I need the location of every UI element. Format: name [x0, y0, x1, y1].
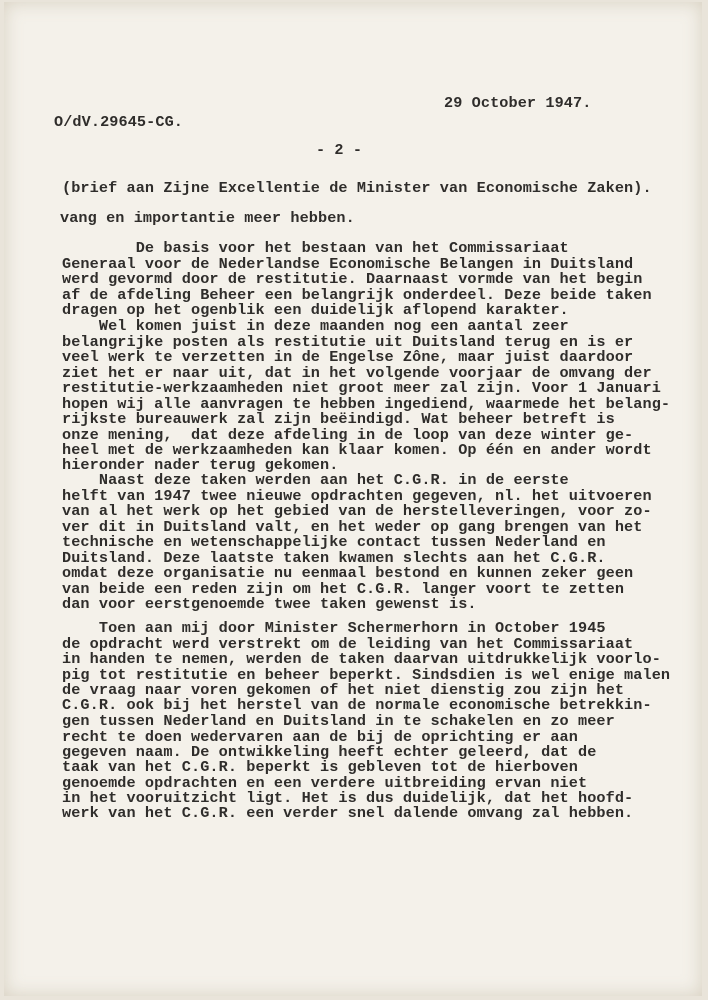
body-line: in het vooruitzicht ligt. Het is dus duidelijk, dat het hoofd- — [62, 789, 634, 807]
body-line: in handen te nemen, werden de taken daarvan uitdrukkelijk voorlo- — [62, 650, 661, 668]
body-line: af de afdeling Beheer een belangrijk onderdeel. Deze beide taken — [62, 286, 652, 304]
body-line: recht te doen wedervaren aan de bij de oprichting er aan — [62, 728, 578, 746]
body-line: omdat deze organisatie nu eenmaal bestond en kunnen zeker geen — [62, 564, 634, 582]
body-line: heel met de werkzaamheden kan klaar komen. Op één en ander wordt — [62, 441, 652, 459]
body-line: gen tussen Nederland en Duitsland in te schakelen en zo meer — [62, 712, 615, 730]
body-line: dragen op het ogenblik een duidelijk aflopend karakter. — [62, 301, 569, 319]
body-line: veel werk te verzetten in de Engelse Zône, maar juist daardoor — [62, 348, 634, 366]
letter-date: 29 October 1947. — [444, 94, 592, 112]
body-line: belangrijke posten als restitutie uit Duitsland terug en is er — [62, 333, 634, 351]
body-line: gegeven naam. De ontwikkeling heeft echter geleerd, dat de — [62, 743, 597, 761]
body-line: ver dit in Duitsland valt, en het weder op gang brengen van het — [62, 518, 643, 536]
body-line: taak van het C.G.R. beperkt is gebleven tot de hierboven — [62, 758, 578, 776]
body-line: dan voor eerstgenoemde twee taken gewenst is. — [62, 595, 477, 613]
body-line: rijkste bureauwerk zal zijn beëindigd. Wat beheer betreft is — [62, 410, 615, 428]
body-line: de opdracht werd verstrekt om de leiding van het Commissariaat — [62, 635, 634, 653]
page-number: - 2 - — [316, 141, 363, 159]
body-line: helft van 1947 twee nieuwe opdrachten gegeven, nl. het uitvoeren — [62, 487, 652, 505]
body-line: werd gevormd door de restitutie. Daarnaast vormde van het begin — [62, 270, 643, 288]
body-line: Wel komen juist in deze maanden nog een aantal zeer — [62, 317, 569, 335]
reference-number: O/dV.29645-CG. — [54, 113, 183, 131]
body-line: onze mening, dat deze afdeling in de loop van deze winter ge- — [62, 426, 634, 444]
body-line: Duitsland. Deze laatste taken kwamen slechts aan het C.G.R. — [62, 549, 606, 567]
body-line: technische en wetenschappelijke contact tussen Nederland en — [62, 533, 606, 551]
body-line: van al het werk op het gebied van de herstelleveringen, voor zo- — [62, 502, 652, 520]
body-line: Toen aan mij door Minister Schermerhorn in October 1945 — [62, 619, 606, 637]
body-line: Generaal voor de Nederlandse Economische Belangen in Duitsland — [62, 255, 634, 273]
letter-subject: (brief aan Zijne Excellentie de Minister van Economische Zaken). — [62, 179, 652, 197]
body-line: restitutie-werkzaamheden niet groot meer zal zijn. Voor 1 Januari — [62, 379, 661, 397]
body-line: hopen wij alle aanvragen te hebben ingediend, waarmede het belang- — [62, 395, 671, 413]
body-line: werk van het C.G.R. een verder snel dalende omvang zal hebben. — [62, 804, 634, 822]
body-line: genoemde opdrachten en een verdere uitbreiding ervan niet — [62, 774, 588, 792]
body-line: van beide een reden zijn om het C.G.R. langer voort te zetten — [62, 580, 625, 598]
body-line: ziet het er naar uit, dat in het volgende voorjaar de omvang der — [62, 364, 652, 382]
body-line: hieronder nader terug gekomen. — [62, 456, 339, 474]
body-line: pig tot restitutie en beheer beperkt. Sindsdien is wel enige malen — [62, 666, 671, 684]
document-page — [4, 2, 702, 996]
body-line: C.G.R. ook bij het herstel van de normale economische betrekkin- — [62, 696, 652, 714]
body-line: vang en importantie meer hebben. — [60, 209, 355, 227]
body-line: de vraag naar voren gekomen of het niet dienstig zou zijn het — [62, 681, 625, 699]
body-line: De basis voor het bestaan van het Commissariaat — [62, 239, 569, 257]
body-line: Naast deze taken werden aan het C.G.R. in de eerste — [62, 471, 569, 489]
